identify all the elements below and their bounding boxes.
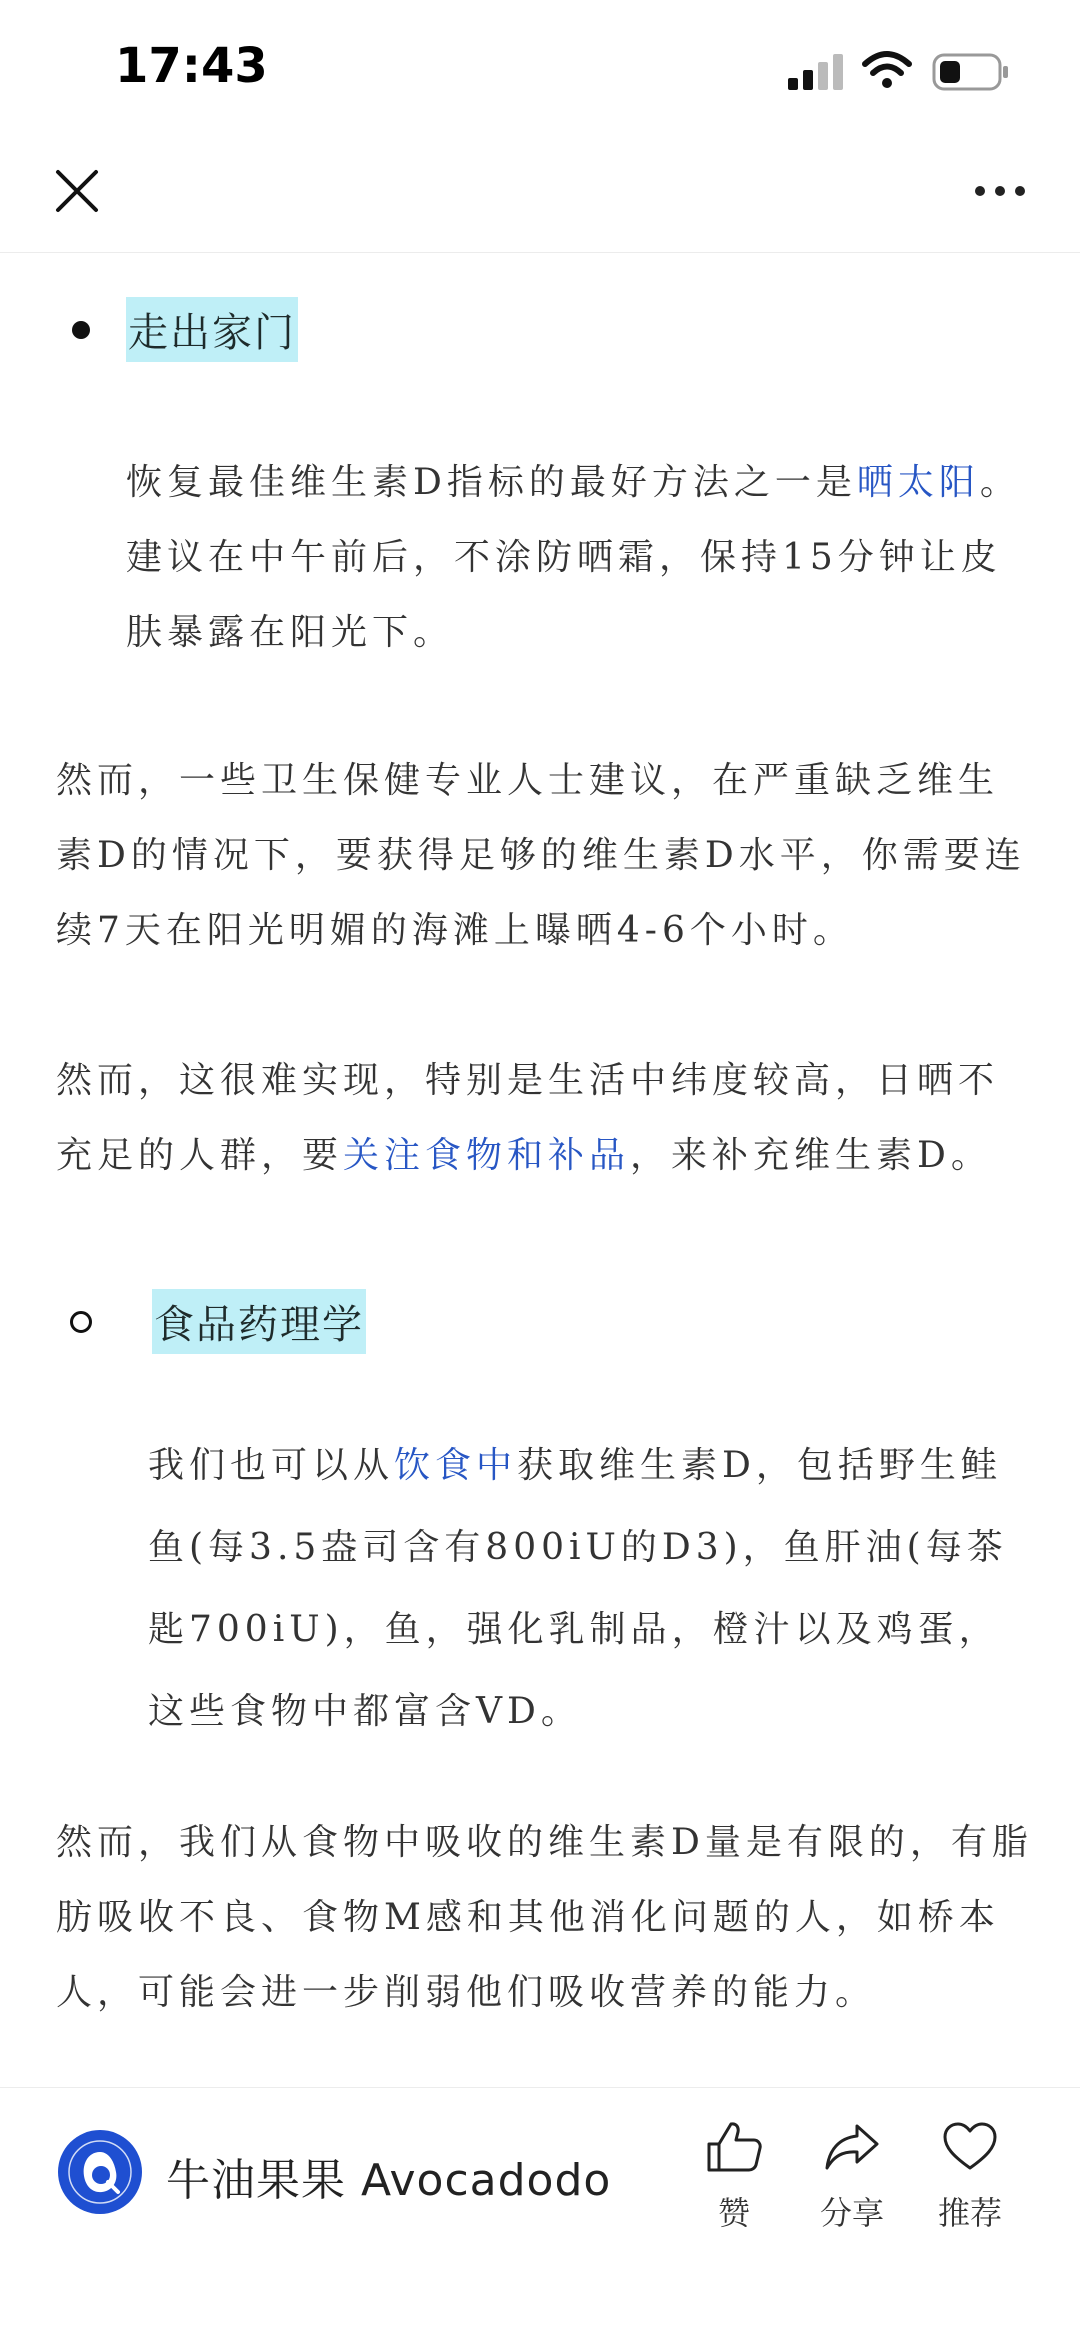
link-sunbathe[interactable]: 晒太阳 <box>856 462 980 503</box>
bullet-heading-go-outside <box>72 297 298 362</box>
paragraph-text: ，来补充维生素D。 <box>630 1135 992 1176</box>
like-button[interactable] <box>684 2120 784 2234</box>
paragraph-text: 我们也可以从 <box>148 1445 395 1486</box>
share-arrow-icon <box>823 2120 881 2174</box>
recommend-label: 推荐 <box>937 2194 1002 2232</box>
paragraph-text: 。建议在中午前后，不涂防晒霜，保持15分钟让皮肤暴露在阳光下。 <box>126 462 1021 653</box>
avocadodo-logo-icon <box>58 2130 142 2214</box>
paragraph-text: 获取维生素D，包括野生鲑鱼(每3.5盎司含有800iU的D3)，鱼肝油(每茶匙700iU)，鱼，强化乳制品，橙汁以及鸡蛋，这些食物中都富含VD。 <box>148 1445 1008 1732</box>
like-label: 赞 <box>717 2194 750 2232</box>
wifi-icon <box>862 50 912 90</box>
bullet-heading-food-pharmacology <box>70 1289 366 1354</box>
paragraph-sunlight <box>126 445 1026 670</box>
close-icon[interactable] <box>52 166 102 216</box>
link-diet[interactable]: 饮食中 <box>394 1445 518 1486</box>
thumbs-up-icon <box>705 2120 763 2174</box>
battery-icon <box>932 52 1010 92</box>
paragraph-diet-sources <box>148 1425 1028 1753</box>
paragraph-absorption: 然而，我们从食物中吸收的维生素D量是有限的，有脂肪吸收不良、食物M感和其他消化问题的人，如桥本人，可能会进一步削弱他们吸收营养的能力。 <box>56 1822 1033 2013</box>
paragraph-text: 然而，这很难实现，特别是生活中纬度较高，日晒不充足的人群，要 <box>56 1060 1000 1176</box>
paragraph-deficiency: 然而，一些卫生保健专业人士建议，在严重缺乏维生素D的情况下，要获得足够的维生素D水平，你需要连续7天在阳光明媚的海滩上曝晒4-6个小时。 <box>56 760 1026 951</box>
article-content <box>0 253 1080 2083</box>
bottom-action-bar <box>0 2087 1080 2337</box>
share-label: 分享 <box>819 2194 884 2232</box>
cellular-signal-icon <box>788 52 844 90</box>
bullet-dot-icon <box>72 321 90 339</box>
account-avatar[interactable] <box>58 2130 142 2214</box>
highlighted-heading: 食品药理学 <box>152 1289 366 1354</box>
link-food-and-supplements[interactable]: 关注食物和补品 <box>343 1135 631 1176</box>
heart-icon <box>941 2120 999 2174</box>
bullet-ring-icon <box>70 1311 92 1333</box>
paragraph-text: 恢复最佳维生素D指标的最好方法之一是 <box>126 462 857 503</box>
status-time: 17:43 <box>115 38 268 94</box>
account-name[interactable]: 牛油果果 Avocadodo <box>166 2155 612 2206</box>
share-button[interactable] <box>802 2120 902 2234</box>
paragraph-high-latitude <box>56 1043 1036 1193</box>
highlighted-heading: 走出家门 <box>126 297 298 362</box>
more-options-icon[interactable] <box>972 176 1028 206</box>
top-nav-bar <box>0 140 1080 253</box>
status-bar <box>0 0 1080 140</box>
recommend-button[interactable] <box>920 2120 1020 2234</box>
